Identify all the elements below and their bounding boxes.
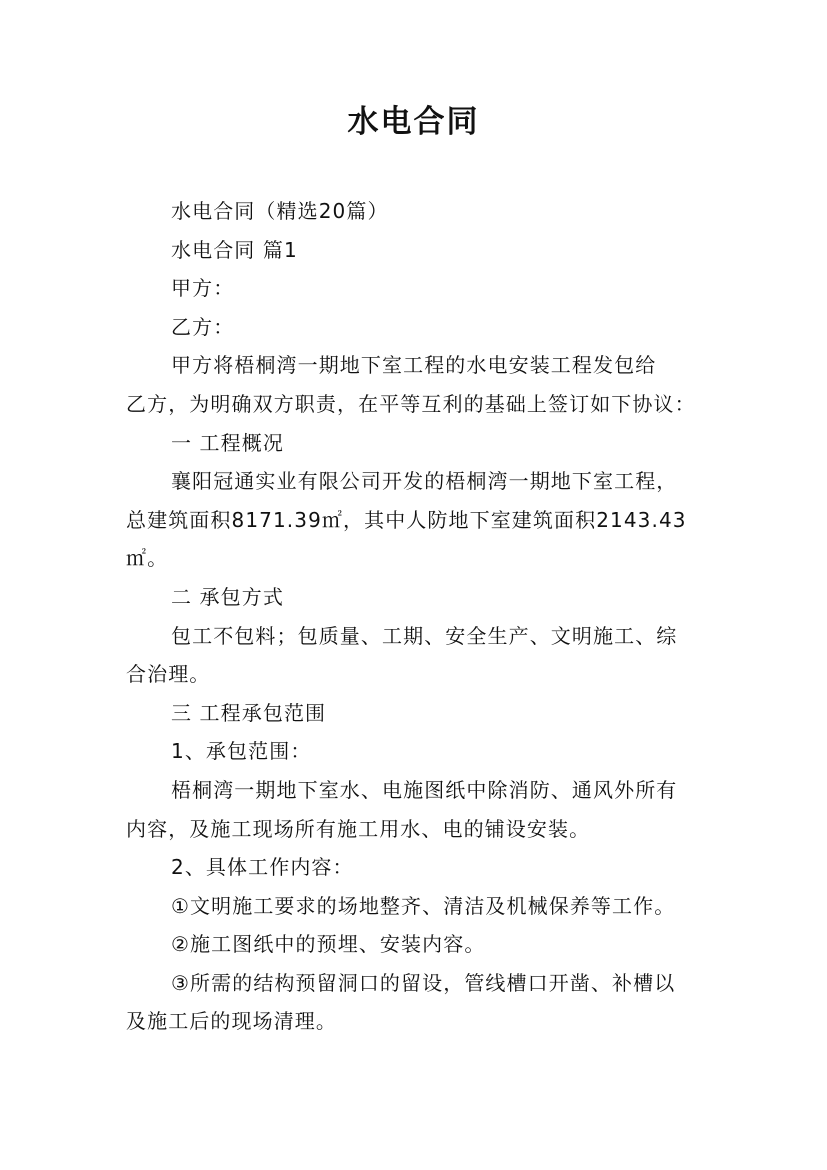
document-line: 二 承包方式 [171,584,284,609]
document-line: 包工不包料；包质量、工期、安全生产、文明施工、综 [171,623,678,648]
document-line: 总建筑面积8171.39㎡，其中人防地下室建筑面积2143.43 [126,507,687,532]
document-line: 襄阳冠通实业有限公司开发的梧桐湾一期地下室工程， [171,469,678,494]
document-line: 乙方： [171,314,235,339]
document-body [126,192,710,1041]
document-line: 乙方，为明确双方职责，在平等互利的基础上签订如下协议： [126,391,696,416]
document-line: 2、具体工作内容： [171,855,354,880]
document-line: ①文明施工要求的场地整齐、清洁及机械保养等工作。 [171,893,676,918]
document-line: ②施工图纸中的预埋、安装内容。 [171,932,486,957]
document-line: 甲方将梧桐湾一期地下室工程的水电安装工程发包给 [171,353,657,378]
document-line: ③所需的结构预留洞口的留设，管线槽口开凿、补槽以 [171,970,676,995]
document-line: 及施工后的现场清理。 [126,1009,337,1034]
document-line: 一 工程概况 [171,430,284,455]
document-line: 内容，及施工现场所有施工用水、电的铺设安装。 [126,816,591,841]
document-line: 1、承包范围： [171,739,312,764]
document-line: ㎡。 [126,546,169,571]
document-line: 梧桐湾一期地下室水、电施图纸中除消防、通风外所有 [171,777,678,802]
document-line: 甲方： [171,276,235,301]
document-line: 三 工程承包范围 [171,700,327,725]
document-line: 合治理。 [126,662,211,687]
document-line: 水电合同（精选20篇） [171,199,389,223]
document-title: 水电合同 [347,104,480,140]
document-line: 水电合同 篇1 [171,237,298,262]
